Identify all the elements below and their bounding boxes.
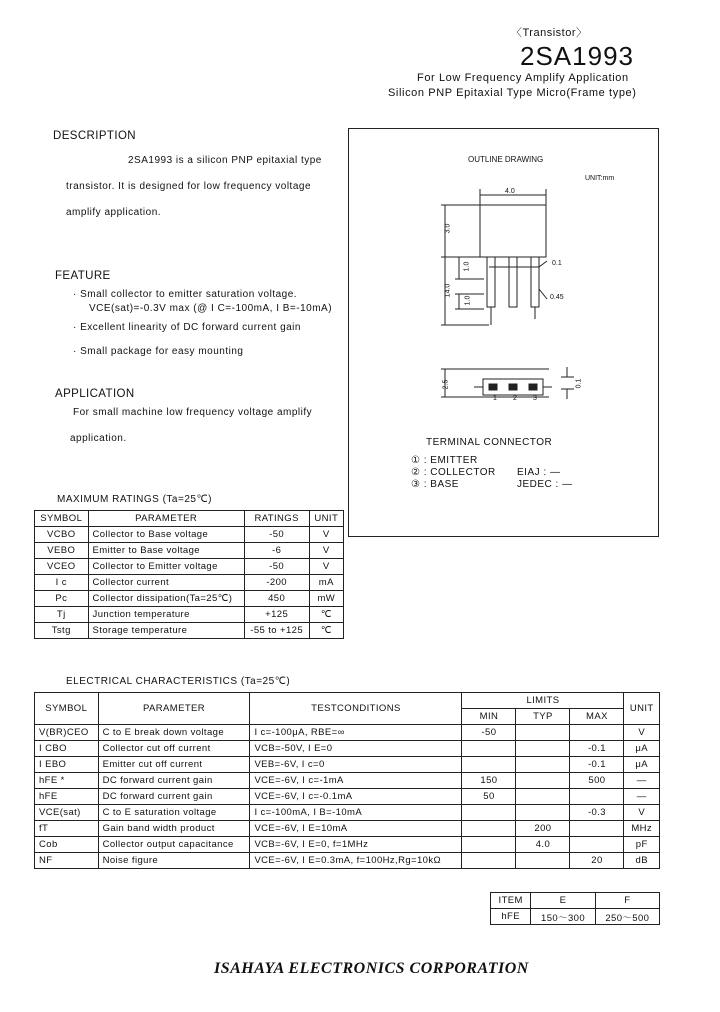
cell-parameter: Noise figure	[98, 853, 250, 869]
header-typ: TYP	[516, 709, 570, 725]
cell-symbol: hFE *	[35, 773, 99, 789]
outline-drawing	[349, 129, 658, 429]
description-line-2: transistor. It is designed for low frequency voltage	[66, 181, 312, 192]
header-limits: LIMITS	[462, 693, 624, 709]
cell-parameter: Junction temperature	[88, 607, 244, 623]
header-symbol: SYMBOL	[35, 511, 89, 527]
cell-symbol: V(BR)CEO	[35, 725, 99, 741]
cell-max: 500	[570, 773, 624, 789]
cell-unit: μA	[624, 741, 660, 757]
description-line-1: 2SA1993 is a silicon PNP epitaxial type	[128, 155, 322, 166]
cell-test-condition: VCE=-6V, I c=-0.1mA	[250, 789, 462, 805]
application-line-1: For small machine low frequency voltage amplify	[73, 407, 313, 418]
table-row	[35, 543, 344, 559]
cell-test-condition: VEB=-6V, I c=0	[250, 757, 462, 773]
cell-rating: -50	[244, 527, 309, 543]
dim-lead-total: 14.0	[444, 283, 452, 298]
pin-3-label: 3	[533, 395, 537, 402]
category-label: 〈Transistor〉	[511, 27, 588, 39]
cell-rating: 450	[244, 591, 309, 607]
cell-typ: 4.0	[516, 837, 570, 853]
cell-typ	[516, 805, 570, 821]
cell-typ	[516, 725, 570, 741]
table-row	[35, 757, 660, 773]
table-row	[35, 725, 660, 741]
cell-min: -50	[462, 725, 516, 741]
elec-char-title: ELECTRICAL CHARACTERISTICS (Ta=25℃)	[66, 676, 291, 687]
table-row	[35, 789, 660, 805]
header-e: E	[531, 893, 595, 909]
cell-typ	[516, 853, 570, 869]
header-test-conditions: TESTCONDITIONS	[250, 693, 462, 725]
cell-unit: —	[624, 773, 660, 789]
cell-min	[462, 853, 516, 869]
pin-1-label: 1	[493, 395, 497, 402]
cell-max: -0.1	[570, 741, 624, 757]
table-header-row	[491, 893, 660, 909]
cell-test-condition: VCE=-6V, I c=-1mA	[250, 773, 462, 789]
cell-parameter: Gain band width product	[98, 821, 250, 837]
terminal-connector-title: TERMINAL CONNECTOR	[426, 437, 553, 448]
cell-symbol: I CBO	[35, 741, 99, 757]
cell-symbol: hFE	[35, 789, 99, 805]
cell-unit: V	[309, 527, 343, 543]
header-parameter: PARAMETER	[98, 693, 250, 725]
subtitle-application: For Low Frequency Amplify Application	[417, 72, 629, 84]
header-f: F	[595, 893, 659, 909]
cell-min	[462, 821, 516, 837]
part-number: 2SA1993	[520, 41, 634, 71]
dim-0-45: 0.45	[550, 294, 564, 301]
table-row	[35, 591, 344, 607]
cell-symbol: fT	[35, 821, 99, 837]
cell-symbol: VCEO	[35, 559, 89, 575]
table-header-row	[35, 693, 660, 709]
table-header-row	[35, 511, 344, 527]
cell-parameter: Collector dissipation(Ta=25℃)	[88, 591, 244, 607]
cell-unit: ℃	[309, 607, 343, 623]
cell-test-condition: VCE=-6V, I E=10mA	[250, 821, 462, 837]
cell-symbol: VEBO	[35, 543, 89, 559]
feature-title: FEATURE	[55, 270, 111, 282]
cell-parameter: DC forward current gain	[98, 789, 250, 805]
description-line-3: amplify application.	[66, 207, 162, 218]
cell-unit: μA	[624, 757, 660, 773]
cell-symbol: VCBO	[35, 527, 89, 543]
application-title: APPLICATION	[55, 388, 135, 400]
terminal-base: ③ : BASE	[411, 479, 459, 490]
cell-symbol: Tj	[35, 607, 89, 623]
cell-test-condition: I c=-100mA, I B=-10mA	[250, 805, 462, 821]
header-parameter: PARAMETER	[88, 511, 244, 527]
cell-typ	[516, 741, 570, 757]
dim-height: 3.0	[444, 223, 452, 234]
header-unit: UNIT	[309, 511, 343, 527]
cell-parameter: C to E break down voltage	[98, 725, 250, 741]
pin-2-label: 2	[513, 395, 517, 402]
cell-typ	[516, 773, 570, 789]
terminal-collector: ② : COLLECTOR	[411, 467, 496, 478]
feature-item-3: · Small package for easy mounting	[73, 346, 244, 357]
cell-typ	[516, 789, 570, 805]
cell-max	[570, 789, 624, 805]
header-symbol: SYMBOL	[35, 693, 99, 725]
cell-unit: dB	[624, 853, 660, 869]
cell-parameter: Collector to Emitter voltage	[88, 559, 244, 575]
feature-item-1: · Small collector to emitter saturation voltage.	[73, 289, 298, 300]
cell-max: 20	[570, 853, 624, 869]
table-row	[35, 837, 660, 853]
cell-unit: V	[624, 725, 660, 741]
cell-symbol: I c	[35, 575, 89, 591]
cell-min: 50	[462, 789, 516, 805]
cell-rating: -6	[244, 543, 309, 559]
outline-drawing-box	[348, 128, 659, 537]
cell-symbol: VCE(sat)	[35, 805, 99, 821]
cell-parameter: Emitter cut off current	[98, 757, 250, 773]
table-row	[35, 773, 660, 789]
table-row	[35, 741, 660, 757]
cell-rating: -50	[244, 559, 309, 575]
cell-symbol: I EBO	[35, 757, 99, 773]
cell-unit: ℃	[309, 623, 343, 639]
header-unit: UNIT	[624, 693, 660, 725]
outline-title: OUTLINE DRAWING	[468, 155, 544, 164]
cell-f-range: 250～500	[595, 909, 659, 925]
cell-unit: mA	[309, 575, 343, 591]
cell-test-condition: VCB=-6V, I E=0, f=1MHz	[250, 837, 462, 853]
table-row	[35, 853, 660, 869]
hfe-class-table	[490, 892, 660, 925]
cell-parameter: C to E saturation voltage	[98, 805, 250, 821]
cell-parameter: Collector output capacitance	[98, 837, 250, 853]
cell-rating: -200	[244, 575, 309, 591]
subtitle-type: Silicon PNP Epitaxial Type Micro(Frame type)	[388, 87, 637, 99]
cell-symbol: NF	[35, 853, 99, 869]
max-ratings-table	[34, 510, 344, 639]
cell-unit: mW	[309, 591, 343, 607]
header-ratings: RATINGS	[244, 511, 309, 527]
cell-typ	[516, 757, 570, 773]
table-row	[35, 607, 344, 623]
header-min: MIN	[462, 709, 516, 725]
cell-parameter: Collector current	[88, 575, 244, 591]
terminal-emitter: ① : EMITTER	[411, 455, 478, 466]
feature-item-2: · Excellent linearity of DC forward current gain	[73, 322, 301, 333]
cell-unit: V	[309, 543, 343, 559]
dim-width: 4.0	[505, 188, 515, 195]
dim-side-0-1: 0.1	[575, 378, 583, 389]
cell-rating: -55 to +125	[244, 623, 309, 639]
table-row	[35, 575, 344, 591]
cell-test-condition: VCB=-50V, I E=0	[250, 741, 462, 757]
cell-test-condition: I c=-100μA, RBE=∞	[250, 725, 462, 741]
cell-rating: +125	[244, 607, 309, 623]
cell-e-range: 150～300	[531, 909, 595, 925]
header-item: ITEM	[491, 893, 531, 909]
cell-typ: 200	[516, 821, 570, 837]
dim-side: 2.5	[442, 379, 450, 390]
header-max: MAX	[570, 709, 624, 725]
max-ratings-title: MAXIMUM RATINGS (Ta=25℃)	[57, 494, 213, 505]
cell-unit: pF	[624, 837, 660, 853]
feature-item-1-detail: VCE(sat)=-0.3V max (@ I C=-100mA, I B=-10mA)	[89, 303, 333, 314]
table-row	[35, 623, 344, 639]
description-title: DESCRIPTION	[53, 130, 136, 142]
cell-test-condition: VCE=-6V, I E=0.3mA, f=100Hz,Rg=10kΩ	[250, 853, 462, 869]
cell-parameter: Storage temperature	[88, 623, 244, 639]
cell-unit: V	[624, 805, 660, 821]
cell-symbol: Pc	[35, 591, 89, 607]
cell-parameter: Collector to Base voltage	[88, 527, 244, 543]
elec-char-table	[34, 692, 660, 869]
cell-max	[570, 837, 624, 853]
dim-lead-a: 1.0	[463, 261, 471, 272]
dim-lead-b: 1.0	[464, 295, 472, 306]
cell-min	[462, 757, 516, 773]
cell-symbol: Tstg	[35, 623, 89, 639]
eiaj-label: EIAJ : —	[517, 467, 561, 478]
cell-symbol: Cob	[35, 837, 99, 853]
cell-min	[462, 805, 516, 821]
cell-unit: MHz	[624, 821, 660, 837]
cell-max: -0.1	[570, 757, 624, 773]
jedec-label: JEDEC : —	[517, 479, 573, 490]
table-row	[35, 821, 660, 837]
dim-0-1: 0.1	[552, 260, 562, 267]
table-row	[35, 805, 660, 821]
cell-unit: V	[309, 559, 343, 575]
cell-unit: —	[624, 789, 660, 805]
cell-min	[462, 741, 516, 757]
cell-max: -0.3	[570, 805, 624, 821]
company-name: ISAHAYA ELECTRONICS CORPORATION	[214, 960, 529, 977]
cell-min	[462, 837, 516, 853]
cell-parameter: Collector cut off current	[98, 741, 250, 757]
table-row	[35, 559, 344, 575]
table-row	[35, 527, 344, 543]
table-row	[491, 909, 660, 925]
cell-parameter: DC forward current gain	[98, 773, 250, 789]
cell-parameter: Emitter to Base voltage	[88, 543, 244, 559]
cell-hfe-label: hFE	[491, 909, 531, 925]
application-line-2: application.	[70, 433, 127, 444]
cell-max	[570, 725, 624, 741]
cell-min: 150	[462, 773, 516, 789]
unit-label: UNIT:mm	[585, 175, 615, 182]
cell-max	[570, 821, 624, 837]
